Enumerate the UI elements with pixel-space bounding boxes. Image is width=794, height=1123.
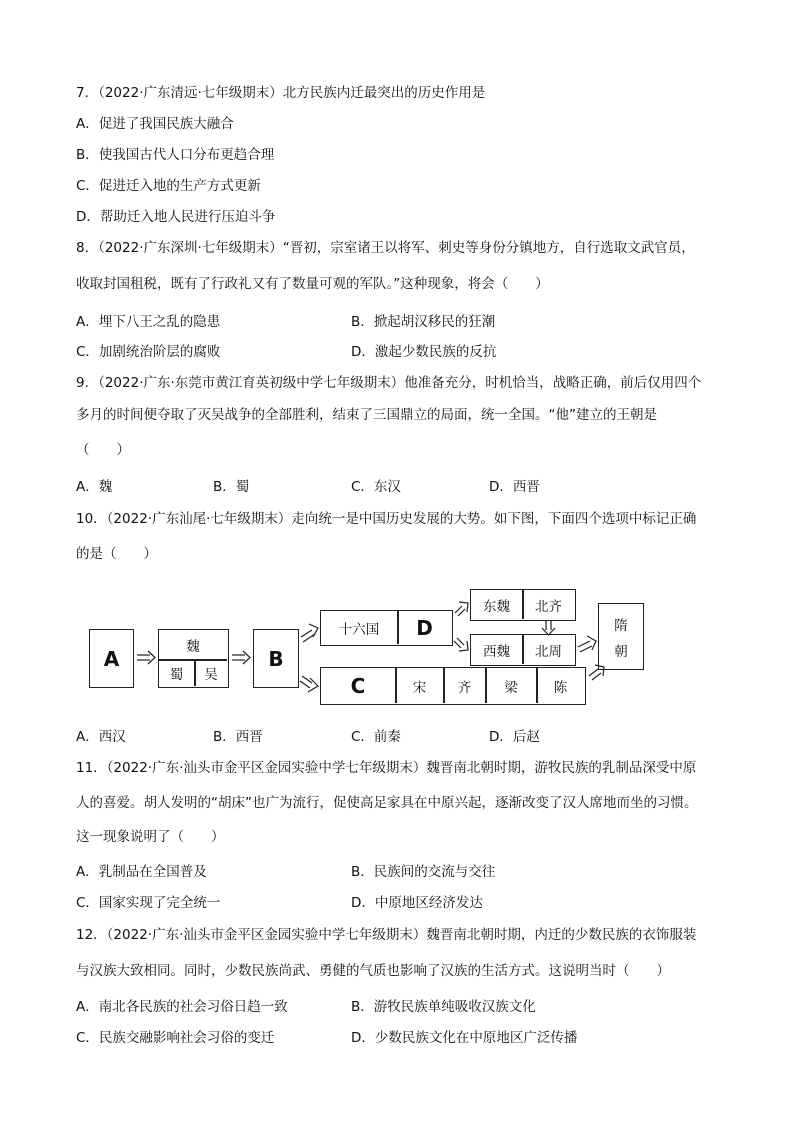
arrow-beizhou-to-sui <box>578 636 596 652</box>
q7-option-d: D．帮助迁入地人民进行压迫斗争 <box>76 209 276 225</box>
q9-option-c: C．东汉 <box>351 479 401 495</box>
q11-stem-line1: 11．（2022·广东·汕头市金平区金园实验中学七年级期末）魏晋南北朝时期，游牧民族的乳制品深受中原 <box>76 760 697 776</box>
box-a: A <box>89 629 134 688</box>
q12-stem-line1: 12．（2022·广东·汕头市金平区金园实验中学七年级期末）魏晋南北朝时期，内迁的少数民族的衣饰服装 <box>76 927 697 943</box>
cell-c: C <box>350 673 366 698</box>
arrow-three-kingdoms-to-b <box>232 651 250 664</box>
q9-stem-line2: 多月的时间便夺取了灭吴战争的全部胜利，结束了三国鼎立的局面，统一全国。“他”建立的王朝是 <box>76 407 657 423</box>
cell-beizhou: 北周 <box>535 643 562 660</box>
arrow-b-to-sixteen-kingdoms <box>301 624 318 642</box>
q9-stem-line1: 9．（2022·广东·东莞市黄江育英初级中学七年级期末）他准备充分，时机恰当，战略正确，前后仅用四个 <box>76 375 702 391</box>
q12-option-c: C．民族交融影响社会习俗的变迁 <box>76 1030 275 1046</box>
q11-option-d: D．中原地区经济发达 <box>351 895 483 911</box>
arrow-a-to-three-kingdoms <box>137 651 155 664</box>
q8-stem-line1: 8．（2022·广东深圳·七年级期末）“晋初，宗室诸王以将军、刺史等身份分镇地方，自行选取文武官员， <box>76 240 695 256</box>
chao-char: 朝 <box>614 643 628 660</box>
q11-option-b: B．民族间的交流与交往 <box>351 864 496 880</box>
cell-xiwei: 西魏 <box>483 643 510 660</box>
q10-stem-line2: 的是（ ） <box>76 546 157 562</box>
q12-stem-line2: 与汉族大致相同。同时，少数民族尚武、勇健的气质也影响了汉族的生活方式。这说明当时（ ） <box>76 963 670 979</box>
box-b: B <box>253 629 299 688</box>
cell-d: D <box>416 615 433 640</box>
arrow-d-to-xiwei <box>454 638 468 651</box>
arrow-beiqi-to-beizhou <box>542 621 555 635</box>
cell-wei: 魏 <box>186 638 200 655</box>
q10-stem-line1: 10．（2022·广东汕尾·七年级期末）走向统一是中国历史发展的大势。如下图，下面四个选项中标记正确 <box>76 511 697 527</box>
q11-option-c: C．国家实现了完全统一 <box>76 895 221 911</box>
cell-song: 宋 <box>412 679 427 696</box>
q9-option-b: B．蜀 <box>213 479 250 495</box>
q8-stem-line2: 收取封国租税，既有了行政礼又有了数量可观的军队。”这种现象，将会（ ） <box>76 276 549 292</box>
q8-option-d: D．激起少数民族的反抗 <box>351 344 497 360</box>
sui-char: 隋 <box>614 617 628 634</box>
q12-option-d: D．少数民族文化在中原地区广泛传播 <box>351 1030 578 1046</box>
q7-option-a: A．促进了我国民族大融合 <box>76 116 234 132</box>
q10-option-c: C．前秦 <box>351 729 401 745</box>
q12-option-a: A．南北各民族的社会习俗日趋一致 <box>76 999 288 1015</box>
q11-stem-line2: 人的喜爱。胡人发明的“胡床”也广为流行，促使高足家具在中原兴起，逐渐改变了汉人席地而坐的习惯。 <box>76 795 698 811</box>
q7-option-b: B．使我国古代人口分布更趋合理 <box>76 147 275 163</box>
q8-option-b: B．掀起胡汉移民的狂潮 <box>351 314 496 330</box>
cell-shu: 蜀 <box>169 667 184 683</box>
q8-option-c: C．加剧统治阶层的腐败 <box>76 344 221 360</box>
q9-option-a: A．魏 <box>76 479 113 495</box>
q8-option-a: A．埋下八王之乱的隐患 <box>76 314 221 330</box>
q10-option-b: B．西晋 <box>213 729 263 745</box>
arrow-chen-to-sui <box>589 665 604 680</box>
cell-beiqi: 北齐 <box>535 598 562 615</box>
q12-option-b: B．游牧民族单纯吸收汉族文化 <box>351 999 536 1015</box>
q11-option-a: A．乳制品在全国普及 <box>76 864 207 880</box>
cell-qi: 齐 <box>457 679 472 696</box>
cell-dongwei: 东魏 <box>483 598 510 615</box>
arrow-b-to-c <box>300 676 318 692</box>
q9-option-d: D．西晋 <box>489 479 540 495</box>
q11-stem-line3: 这一现象说明了（ ） <box>76 829 225 845</box>
arrow-d-to-dongwei <box>455 602 468 616</box>
q10-option-a: A．西汉 <box>76 729 126 745</box>
q7-stem: 7．（2022·广东清远·七年级期末）北方民族内迁最突出的历史作用是 <box>76 85 486 101</box>
q7-option-c: C．促进迁入地的生产方式更新 <box>76 178 261 194</box>
q10-option-d: D．后赵 <box>489 729 540 745</box>
q9-stem-line3: （ ） <box>76 442 130 458</box>
cell-chen: 陈 <box>553 679 568 696</box>
cell-sixteen-kingdoms: 十六国 <box>338 621 380 638</box>
cell-liang: 梁 <box>504 679 518 696</box>
cell-wu: 吴 <box>204 667 218 683</box>
